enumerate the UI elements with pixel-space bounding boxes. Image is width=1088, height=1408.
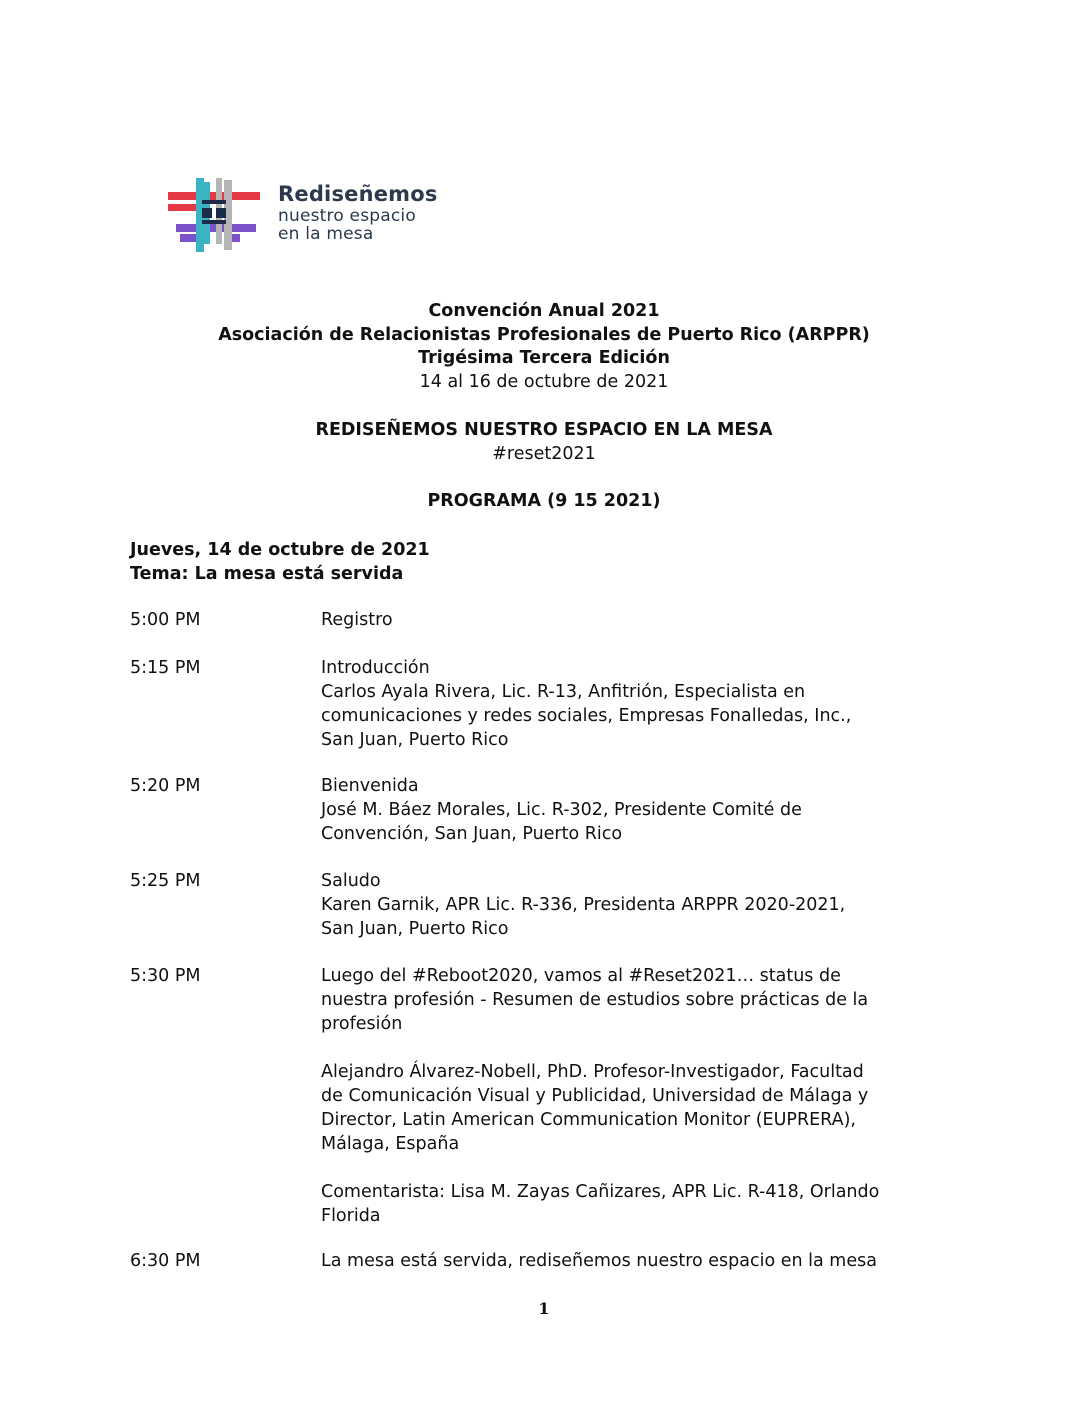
- schedule-description: [321, 869, 961, 941]
- logo-wordmark: [278, 184, 438, 244]
- day-heading: [130, 538, 430, 586]
- session-title: Saludo: [321, 871, 381, 891]
- day-topic: Tema: La mesa está servida: [130, 564, 404, 584]
- speaker-line: comunicaciones y redes sociales, Empresas Fonalledas, Inc.,: [321, 706, 852, 726]
- theme-block: [0, 419, 1088, 466]
- program-title: PROGRAMA (9 15 2021): [427, 491, 661, 511]
- speaker-line: Director, Latin American Communication Monitor (EUPRERA),: [321, 1110, 856, 1130]
- schedule-time: 5:20 PM: [130, 776, 201, 796]
- speaker-line: José M. Báez Morales, Lic. R-302, Presidente Comité de: [321, 800, 802, 820]
- schedule-time: 5:00 PM: [130, 610, 201, 630]
- association-name: Asociación de Relacionistas Profesionales de Puerto Rico (ARPPR): [218, 324, 870, 345]
- speaker-line: Alejandro Álvarez-Nobell, PhD. Profesor-Investigador, Facultad: [321, 1062, 864, 1082]
- schedule-time: 5:30 PM: [130, 966, 201, 986]
- speaker-line: Málaga, España: [321, 1134, 460, 1154]
- logo-title: Rediseñemos: [278, 182, 438, 206]
- speaker-line: de Comunicación Visual y Publicidad, Universidad de Málaga y: [321, 1086, 869, 1106]
- logo-mark-icon: [166, 178, 262, 252]
- page-number: 1: [538, 1299, 550, 1318]
- schedule-description: [321, 774, 961, 846]
- schedule-description: [321, 964, 961, 1228]
- commentator-line: Florida: [321, 1206, 381, 1226]
- day-date: Jueves, 14 de octubre de 2021: [130, 540, 430, 560]
- schedule-description: [321, 608, 961, 632]
- document-header: [0, 300, 1088, 394]
- convention-dates: 14 al 16 de octubre de 2021: [419, 371, 669, 392]
- session-title: Luego del #Reboot2020, vamos al #Reset2021… status de: [321, 966, 841, 986]
- session-title: nuestra profesión - Resumen de estudios sobre prácticas de la: [321, 990, 869, 1010]
- speaker-line: Carlos Ayala Rivera, Lic. R-13, Anfitrión, Especialista en: [321, 682, 806, 702]
- session-title: Bienvenida: [321, 776, 419, 796]
- speaker-line: San Juan, Puerto Rico: [321, 919, 509, 939]
- schedule-time: 6:30 PM: [130, 1251, 201, 1271]
- logo-subtitle-line-2: en la mesa: [278, 224, 374, 244]
- logo-subtitle-line-1: nuestro espacio: [278, 206, 416, 226]
- logo: [166, 178, 486, 254]
- commentator-line: Comentarista: Lisa M. Zayas Cañizares, APR Lic. R-418, Orlando: [321, 1182, 880, 1202]
- session-title: Registro: [321, 610, 393, 630]
- schedule-time: 5:25 PM: [130, 871, 201, 891]
- theme-title: REDISEÑEMOS NUESTRO ESPACIO EN LA MESA: [315, 420, 773, 440]
- edition-title: Trigésima Tercera Edición: [418, 348, 670, 368]
- schedule-description: [321, 1249, 961, 1273]
- session-title: La mesa está servida, rediseñemos nuestro espacio en la mesa: [321, 1251, 877, 1271]
- session-title: Introducción: [321, 658, 430, 678]
- speaker-line: San Juan, Puerto Rico: [321, 730, 509, 750]
- schedule-description: [321, 656, 961, 752]
- speaker-line: Convención, San Juan, Puerto Rico: [321, 824, 623, 844]
- theme-hashtag: #reset2021: [492, 443, 596, 464]
- session-title: profesión: [321, 1014, 403, 1034]
- convention-title: Convención Anual 2021: [428, 301, 660, 321]
- speaker-line: Karen Garnik, APR Lic. R-336, Presidenta ARPPR 2020-2021,: [321, 895, 846, 915]
- schedule-time: 5:15 PM: [130, 658, 201, 678]
